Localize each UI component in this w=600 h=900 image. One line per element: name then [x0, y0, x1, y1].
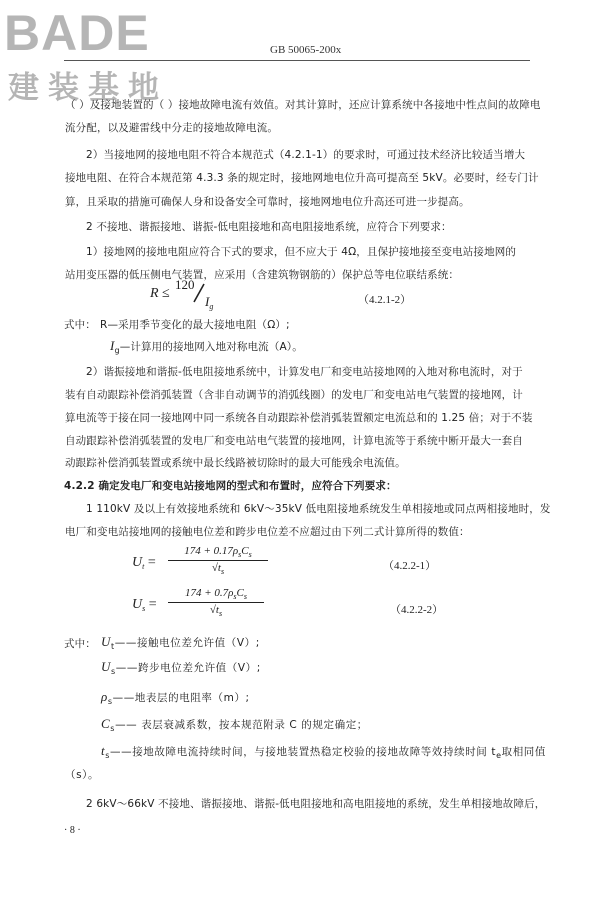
standard-number: GB 50065-200x	[270, 44, 342, 56]
where-label: 式中：	[64, 319, 96, 331]
formula-fraction: $174 + 0.17\rho_sC_s$ $√t_s$	[168, 545, 268, 576]
where-label: 式中：	[64, 638, 96, 650]
text-line: 算电流等于接在同一接地网中同一系统各自动跟踪补偿消弧装置额定电流总和的 1.25 倍；对于不装	[65, 412, 533, 424]
page-number: · 8 ·	[64, 825, 81, 836]
text-line: 1 110kV 及以上有效接地系统和 6kV～35kV 低电阻接地系统发生单相接地或同点两相接地时，发	[86, 503, 551, 515]
header-rule	[64, 60, 530, 61]
formula-number: （4.2.2-1）	[383, 560, 437, 572]
text-line: 算，且采取的措施可确保人身和设备安全可靠时，接地网地电位升高还可进一步提高。	[65, 196, 470, 208]
text-line: 自动跟踪补偿消弧装置的发电厂和变电站电气装置的接地网，计算电流等于系统中断开最大一套自	[65, 435, 523, 447]
fraction-slash	[192, 282, 206, 304]
formula-fraction: $174 + 0.7\rho_sC_s$ $√t_s$	[168, 587, 264, 618]
text-line: 站用变压器的低压侧电气装置，应采用（含建筑物钢筋的）保护总等电位联结系统：	[65, 269, 460, 281]
text-line: （ ）及接地装置的（ ）接地故障电流有效值。对其计算时，还应计算系统中各接地中性点间的故障电	[65, 99, 541, 111]
watermark-chinese: 建装基地	[8, 70, 168, 106]
text-line: 动跟踪补偿消弧装置或系统中最长线路被切除时的最大可能残余电流值。	[65, 457, 406, 469]
text-line: 接地电阻、在符合本规范第 4.3.3 条的规定时，接地网地电位升高可提高至 5kV。必要时，经专门计	[65, 172, 539, 184]
formula-number: （4.2.1-2）	[358, 294, 412, 306]
where-ts-cont: （s）。	[65, 769, 100, 781]
where-ig: $I_g—$计算用的接地网入地对称电流（A）。	[110, 338, 303, 355]
formula-numerator: 120	[175, 277, 195, 292]
text-line: 流分配，以及避雷线中分走的接地故障电流。	[65, 122, 278, 134]
text-line: 2 不接地、谐振接地、谐振-低电阻接地和高电阻接地系统，应符合下列要求：	[86, 221, 452, 233]
where-ts: $t_s——$接地故障电流持续时间，与接地装置热稳定校验的接地故障等效持续时间 $t_e$取相同值	[101, 743, 546, 760]
section-heading: 4.2.2 确定发电厂和变电站接地网的型式和布置时，应符合下列要求：	[64, 480, 397, 492]
text-line: 2 6kV～66kV 不接地、谐振接地、谐振-低电阻接地和高电阻接地的系统，发生单相接地故障后，	[86, 798, 546, 810]
text-line: 电厂和变电站接地网的接触电位差和跨步电位差不应超过由下列二式计算所得的数值：	[65, 526, 470, 538]
formula-lhs: $U_t$ =	[132, 555, 156, 571]
text-line: 2）当接地网的接地电阻不符合本规范式（4.2.1-1）的要求时，可通过技术经济比较适当增大	[86, 149, 526, 161]
where-rho: $\rho_s——$地表层的电阻率（m）;	[101, 689, 250, 706]
formula-lhs: $U_s$ =	[132, 597, 157, 613]
watermark-latin: BADE	[4, 5, 150, 61]
where-r: R—采用季节变化的最大接地电阻（Ω）;	[100, 319, 290, 331]
where-us: $U_s——$跨步电位差允许值（V）;	[101, 659, 261, 676]
formula-lhs: R ≤	[150, 286, 170, 301]
formula-number: （4.2.2-2）	[390, 604, 444, 616]
text-line: 2）谐振接地和谐振-低电阻接地系统中，计算发电厂和变电站接地网的入地对称电流时，对于	[86, 366, 523, 378]
text-line: 装有自动跟踪补偿消弧装置（含非自动调节的消弧线圈）的发电厂和变电站电气装置的接地网，计	[65, 389, 523, 401]
where-ut: $U_t——$接触电位差允许值（V）;	[101, 634, 260, 651]
formula-denominator: $I_g$	[205, 294, 214, 311]
where-cs: $C_s——$ 表层衰减系数，按本规范附录 C 的规定确定；	[101, 716, 368, 733]
watermark-logo	[4, 4, 179, 104]
text-line: 1）接地网的接地电阻应符合下式的要求，但不应大于 4Ω，且保护接地接至变电站接地网的	[86, 246, 517, 258]
